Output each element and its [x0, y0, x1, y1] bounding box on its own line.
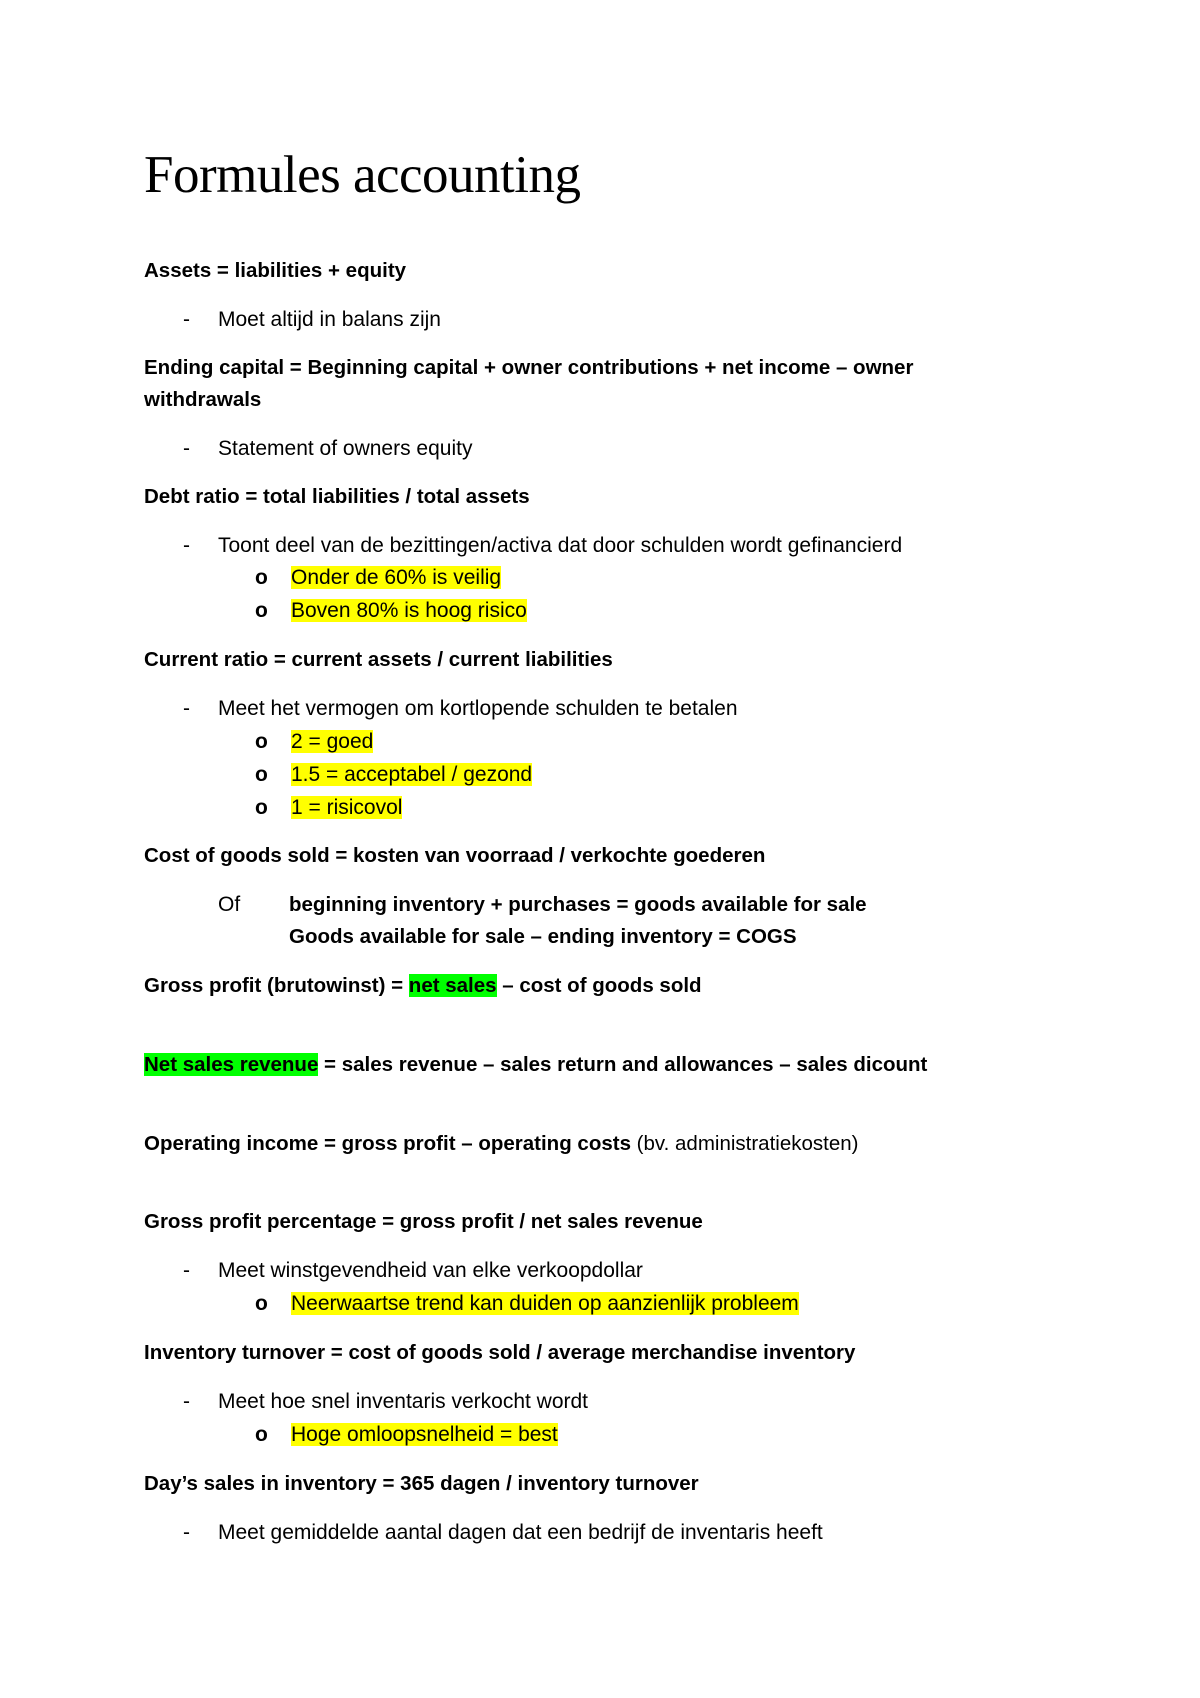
- bullet-text: Neerwaartse trend kan duiden op aanzienlijk probleem: [291, 1292, 799, 1315]
- bullet-current-ratio-1: [255, 726, 373, 758]
- highlight-net-sales: net sales: [408, 974, 497, 997]
- note-text: Toont deel van de bezittingen/activa dat door schulden wordt gefinancierd: [218, 534, 903, 557]
- note-debt-ratio: [183, 530, 902, 562]
- bullet-inventory-turnover-1: [255, 1419, 558, 1451]
- formula-suffix: = sales revenue – sales return and allowances – sales dicount: [318, 1053, 928, 1076]
- dash-marker: -: [183, 697, 190, 720]
- bullet-debt-ratio-1: [255, 562, 501, 594]
- bullet-marker: o: [255, 566, 268, 589]
- bullet-text: Hoge omloopsnelheid = best: [291, 1423, 558, 1446]
- formula-ending-capital-line1: Ending capital = Beginning capital + owner contributions + net income – owner: [144, 356, 914, 379]
- formula-net-sales-revenue: [144, 1049, 927, 1081]
- dash-marker: -: [183, 1259, 190, 1282]
- dash-marker: -: [183, 308, 190, 331]
- dash-marker: -: [183, 1521, 190, 1544]
- note-current-ratio: [183, 693, 738, 725]
- formula-ending-capital-line2: withdrawals: [144, 388, 262, 411]
- dash-marker: -: [183, 437, 190, 460]
- formula-suffix: – cost of goods sold: [496, 974, 702, 997]
- note-text: Meet hoe snel inventaris verkocht wordt: [218, 1390, 589, 1413]
- note-assets: [183, 304, 441, 336]
- highlight-net-sales-revenue: Net sales revenue: [144, 1053, 319, 1076]
- note-inventory-turnover: [183, 1386, 588, 1418]
- formula-assets: Assets = liabilities + equity: [144, 259, 407, 282]
- cogs-alt-line1: beginning inventory + purchases = goods available for sale: [289, 893, 867, 916]
- bullet-text: 1.5 = acceptabel / gezond: [291, 763, 533, 786]
- note-text: Meet gemiddelde aantal dagen dat een bedrijf de inventaris heeft: [218, 1521, 823, 1544]
- bullet-debt-ratio-2: [255, 595, 527, 627]
- bullet-text: 1 = risicovol: [291, 796, 403, 819]
- bullet-text: Onder de 60% is veilig: [291, 566, 502, 589]
- note-days-sales: [183, 1517, 823, 1549]
- dash-marker: -: [183, 1390, 190, 1413]
- page-title: Formules accounting: [144, 146, 581, 204]
- bullet-gross-profit-percentage-1: [255, 1288, 799, 1320]
- bullet-text: 2 = goed: [291, 730, 374, 753]
- formula-text: Operating income = gross profit – operating costs: [144, 1132, 631, 1155]
- formula-inventory-turnover: Inventory turnover = cost of goods sold / average merchandise inventory: [144, 1341, 856, 1364]
- note-gross-profit-percentage: [183, 1255, 643, 1287]
- formula-prefix: Gross profit (brutowinst) =: [144, 974, 409, 997]
- bullet-marker: o: [255, 599, 268, 622]
- formula-gross-profit: [144, 970, 702, 1002]
- formula-current-ratio: Current ratio = current assets / current liabilities: [144, 648, 613, 671]
- bullet-marker: o: [255, 1292, 268, 1315]
- formula-operating-income: [144, 1128, 858, 1160]
- formula-cogs: Cost of goods sold = kosten van voorraad / verkochte goederen: [144, 844, 766, 867]
- formula-days-sales: Day’s sales in inventory = 365 dagen / inventory turnover: [144, 1472, 699, 1495]
- note-text: Moet altijd in balans zijn: [218, 308, 441, 331]
- note-text: Meet het vermogen om kortlopende schulden te betalen: [218, 697, 738, 720]
- bullet-marker: o: [255, 1423, 268, 1446]
- bullet-marker: o: [255, 730, 268, 753]
- dash-marker: -: [183, 534, 190, 557]
- cogs-of-label: Of: [218, 893, 241, 916]
- formula-debt-ratio: Debt ratio = total liabilities / total assets: [144, 485, 530, 508]
- note-text: Statement of owners equity: [218, 437, 473, 460]
- bullet-current-ratio-2: [255, 759, 532, 791]
- cogs-alt-line2: Goods available for sale – ending inventory = COGS: [289, 925, 797, 948]
- formula-note: (bv. administratiekosten): [630, 1132, 859, 1155]
- bullet-marker: o: [255, 763, 268, 786]
- note-text: Meet winstgevendheid van elke verkoopdollar: [218, 1259, 643, 1282]
- bullet-text: Boven 80% is hoog risico: [291, 599, 527, 622]
- note-ending-capital: [183, 433, 472, 465]
- bullet-marker: o: [255, 796, 268, 819]
- formula-gross-profit-percentage: Gross profit percentage = gross profit / net sales revenue: [144, 1210, 703, 1233]
- bullet-current-ratio-3: [255, 792, 402, 824]
